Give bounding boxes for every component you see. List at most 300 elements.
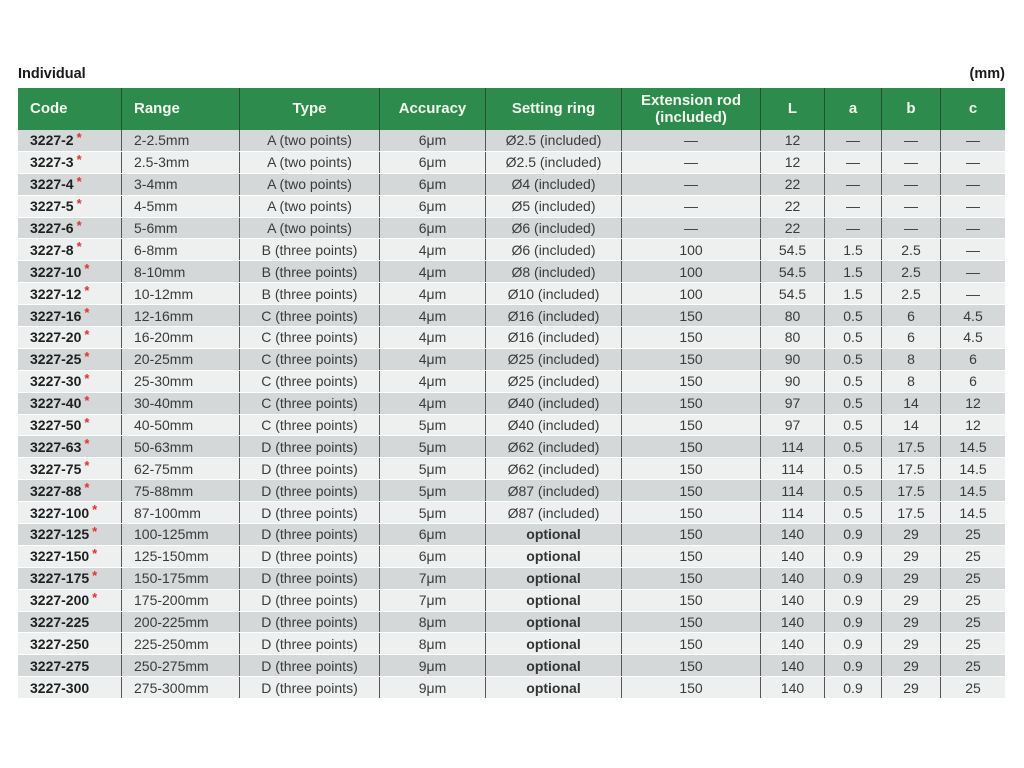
cell-value: 29 [903,548,919,565]
cell-ext [622,349,761,370]
cell-range [122,349,240,370]
cell-value: — [684,198,698,215]
cell-accuracy [380,458,486,479]
product-code: 3227-200 [30,592,90,609]
cell-ext [622,612,761,633]
cell-setting [486,590,622,611]
cell-value: 14.5 [959,504,987,521]
cell-value: — [966,241,980,258]
cell-value: 140 [780,657,805,674]
cell-code [18,655,122,676]
product-code: 3227-25 [30,351,82,368]
cell-range [122,480,240,501]
cell-range [122,590,240,611]
cell-accuracy [380,415,486,436]
cell-a [825,415,882,436]
table-row [18,458,1005,480]
table-row [18,590,1005,612]
cell-ext [622,633,761,654]
cell-value: 12 [784,154,801,171]
cell-setting [486,261,622,282]
cell-range [122,218,240,239]
cell-value: 14.5 [959,482,987,499]
cell-value: 4μm [418,307,447,324]
cell-accuracy [380,633,486,654]
cell-b [882,524,941,545]
cell-value: 4μm [418,373,447,390]
cell-a [825,218,882,239]
cell-setting [486,174,622,195]
cell-type [240,130,380,151]
cell-accuracy [380,130,486,151]
table-row [18,502,1005,524]
cell-a [825,655,882,676]
cell-range [122,239,240,260]
column-header-label: Code [30,100,68,118]
cell-value: Ø25 (included) [507,351,600,368]
cell-c [941,261,1005,282]
cell-code [18,196,122,217]
cell-setting [486,393,622,414]
cell-value: 17.5 [897,460,925,477]
cell-value: 6μm [418,548,447,565]
column-header-code [18,88,122,130]
cell-value: 6 [969,351,977,368]
cell-value: 150 [679,460,703,477]
cell-value: 9μm [418,657,447,674]
cell-value: 150 [679,504,703,521]
cell-value: Ø16 (included) [507,329,600,346]
cell-type [240,480,380,501]
cell-value: 150 [679,548,703,565]
cell-value: 1.5 [843,241,863,258]
cell-value: 0.5 [843,395,863,412]
product-code: 3227-175 [30,570,90,587]
cell-value: Ø2.5 (included) [505,154,602,171]
product-code: 3227-63 [30,438,82,455]
cell-value: 7μm [418,570,447,587]
cell-value: 0.5 [843,417,863,434]
cell-value: 2.5 [901,241,921,258]
cell-value: 5μm [418,417,447,434]
table-row [18,130,1005,152]
cell-value: 29 [903,614,919,631]
asterisk-marker: * [84,348,90,364]
cell-accuracy [380,218,486,239]
product-code: 3227-2 [30,132,74,149]
column-header-label: L [787,100,798,118]
cell-value: 0.5 [843,307,863,324]
cell-value: 54.5 [778,263,807,280]
cell-setting [486,371,622,392]
table-row [18,415,1005,437]
cell-value: 12 [965,395,981,412]
cell-ext [622,371,761,392]
cell-value: 75-88mm [134,482,194,499]
asterisk-marker: * [84,414,90,430]
cell-accuracy [380,371,486,392]
cell-c [941,152,1005,173]
cell-value: 14 [903,417,919,434]
cell-value: 40-50mm [134,417,194,434]
cell-accuracy [380,327,486,348]
table-header-row [18,88,1005,130]
asterisk-marker: * [92,589,98,605]
cell-value: — [904,132,918,149]
cell-type [240,174,380,195]
cell-value: 8μm [418,614,447,631]
cell-value: 175-200mm [134,592,209,609]
cell-value: — [966,132,980,149]
cell-setting [486,524,622,545]
cell-c [941,458,1005,479]
cell-value: 100 [679,241,703,258]
cell-value: 17.5 [897,504,925,521]
cell-accuracy [380,174,486,195]
cell-value: 0.5 [843,351,863,368]
cell-value: — [904,220,918,236]
cell-value: 4μm [418,263,447,280]
cell-b [882,612,941,633]
cell-value: 50-63mm [134,438,194,455]
cell-accuracy [380,480,486,501]
asterisk-marker: * [92,502,98,518]
cell-value: B (three points) [261,263,358,280]
cell-value: 22 [784,176,801,193]
cell-value: optional [526,592,581,609]
asterisk-marker: * [84,370,90,386]
cell-a [825,436,882,457]
cell-a [825,371,882,392]
product-code: 3227-3 [30,154,74,171]
cell-value: 0.5 [843,373,863,390]
cell-a [825,480,882,501]
cell-type [240,283,380,304]
cell-value: 5-6mm [134,220,178,236]
cell-value: C (three points) [261,329,358,346]
cell-ext [622,568,761,589]
cell-ext [622,436,761,457]
cell-ext [622,218,761,239]
column-header-type [240,88,380,130]
cell-type [240,546,380,567]
cell-l [761,218,825,239]
cell-l [761,239,825,260]
cell-value: optional [526,657,581,674]
cell-value: C (three points) [261,417,358,434]
cell-type [240,458,380,479]
cell-code [18,546,122,567]
cell-code [18,458,122,479]
asterisk-marker: * [84,458,90,474]
cell-c [941,327,1005,348]
cell-value: 0.9 [843,592,863,609]
product-code: 3227-275 [30,657,90,674]
cell-value: 150 [679,614,703,631]
cell-ext [622,415,761,436]
cell-c [941,196,1005,217]
cell-accuracy [380,349,486,370]
cell-accuracy [380,502,486,523]
cell-value: D (three points) [261,614,358,631]
table-row [18,436,1005,458]
cell-value: 0.5 [843,460,863,477]
cell-value: 150 [679,351,703,368]
cell-accuracy [380,677,486,698]
column-header-accuracy [380,88,486,130]
asterisk-marker: * [84,436,90,452]
cell-setting [486,568,622,589]
cell-code [18,590,122,611]
product-code: 3227-4 [30,176,74,193]
cell-ext [622,305,761,326]
cell-l [761,130,825,151]
cell-b [882,196,941,217]
cell-l [761,502,825,523]
cell-setting [486,349,622,370]
cell-ext [622,590,761,611]
cell-value: 225-250mm [134,635,209,652]
table-row [18,677,1005,699]
cell-value: — [904,198,918,215]
cell-value: 0.9 [843,570,863,587]
table-row [18,349,1005,371]
cell-value: 7μm [418,592,447,609]
cell-value: 150 [679,482,703,499]
cell-value: 14 [903,395,919,412]
cell-setting [486,436,622,457]
cell-ext [622,546,761,567]
cell-a [825,677,882,698]
cell-ext [622,393,761,414]
table-row [18,612,1005,634]
cell-range [122,305,240,326]
cell-setting [486,239,622,260]
table-row [18,239,1005,261]
cell-l [761,612,825,633]
cell-value: B (three points) [261,241,358,258]
cell-accuracy [380,436,486,457]
cell-value: C (three points) [261,373,358,390]
cell-value: 87-100mm [134,504,201,521]
cell-range [122,327,240,348]
table-row [18,283,1005,305]
cell-value: optional [526,526,581,543]
cell-value: Ø25 (included) [507,373,600,390]
cell-a [825,524,882,545]
cell-b [882,590,941,611]
cell-c [941,174,1005,195]
cell-a [825,393,882,414]
cell-range [122,524,240,545]
cell-value: 8 [907,351,915,368]
cell-value: 140 [780,592,805,609]
column-header-l [761,88,825,130]
cell-type [240,239,380,260]
cell-ext [622,174,761,195]
cell-code [18,415,122,436]
cell-l [761,633,825,654]
cell-range [122,283,240,304]
cell-range [122,415,240,436]
cell-value: 97 [784,417,801,434]
cell-value: Ø4 (included) [511,176,596,193]
asterisk-marker: * [92,545,98,561]
cell-value: — [846,220,860,236]
cell-type [240,218,380,239]
cell-value: — [684,154,698,171]
cell-setting [486,633,622,654]
cell-value: 6-8mm [134,241,178,258]
column-header-extension-rod [622,88,761,130]
cell-setting [486,283,622,304]
cell-accuracy [380,305,486,326]
cell-value: 2.5 [901,263,921,280]
cell-c [941,218,1005,239]
cell-value: — [684,176,698,193]
cell-value: 2.5 [901,285,921,302]
cell-value: Ø6 (included) [511,241,596,258]
column-header-label: Range [134,100,180,118]
cell-range [122,393,240,414]
cell-accuracy [380,393,486,414]
cell-accuracy [380,239,486,260]
cell-ext [622,130,761,151]
column-header-label: Extension rod [640,91,741,109]
cell-value: 140 [780,526,805,543]
cell-value: 97 [784,395,801,412]
cell-range [122,371,240,392]
cell-value: 4.5 [963,329,983,346]
cell-value: Ø87 (included) [507,504,600,521]
cell-l [761,196,825,217]
cell-c [941,371,1005,392]
cell-a [825,283,882,304]
product-code: 3227-30 [30,373,82,390]
cell-type [240,612,380,633]
asterisk-marker: * [76,173,82,189]
cell-code [18,174,122,195]
product-code: 3227-20 [30,329,82,346]
cell-code [18,612,122,633]
product-code: 3227-6 [30,220,74,236]
cell-value: Ø40 (included) [507,417,600,434]
cell-range [122,436,240,457]
cell-code [18,371,122,392]
cell-value: 5μm [418,482,447,499]
cell-value: 29 [903,635,919,652]
cell-value: — [684,220,698,236]
cell-value: 114 [781,438,804,455]
spec-table [18,88,1005,699]
cell-type [240,633,380,654]
cell-a [825,239,882,260]
cell-a [825,196,882,217]
cell-value: 29 [903,657,919,674]
cell-accuracy [380,546,486,567]
cell-a [825,349,882,370]
cell-value: — [966,176,980,193]
cell-range [122,261,240,282]
cell-value: — [684,132,698,149]
cell-value: 54.5 [778,241,807,258]
cell-value: 25-30mm [134,373,194,390]
cell-c [941,283,1005,304]
cell-value: 150 [679,307,703,324]
cell-value: 14.5 [959,438,987,455]
cell-l [761,568,825,589]
cell-ext [622,502,761,523]
column-header-label: a [848,100,858,118]
cell-l [761,524,825,545]
cell-value: 114 [781,504,804,521]
cell-a [825,130,882,151]
cell-value: 0.5 [843,438,863,455]
cell-ext [622,239,761,260]
cell-a [825,612,882,633]
cell-value: 30-40mm [134,395,194,412]
cell-range [122,196,240,217]
cell-value: 114 [781,482,804,499]
cell-code [18,305,122,326]
cell-value: 150 [679,373,703,390]
cell-c [941,436,1005,457]
cell-setting [486,655,622,676]
cell-value: 8μm [418,635,447,652]
cell-value: 140 [780,679,805,696]
cell-value: 125-150mm [134,548,209,565]
cell-ext [622,458,761,479]
cell-a [825,568,882,589]
cell-value: optional [526,614,581,631]
cell-value: C (three points) [261,307,358,324]
cell-code [18,261,122,282]
cell-b [882,502,941,523]
cell-value: 4μm [418,351,447,368]
cell-l [761,349,825,370]
cell-value: 54.5 [778,285,807,302]
cell-value: 0.9 [843,614,863,631]
cell-b [882,283,941,304]
cell-c [941,677,1005,698]
cell-ext [622,196,761,217]
cell-value: D (three points) [261,438,358,455]
cell-accuracy [380,261,486,282]
table-row [18,174,1005,196]
cell-setting [486,458,622,479]
cell-range [122,174,240,195]
cell-value: Ø40 (included) [507,395,600,412]
cell-value: 275-300mm [134,679,209,696]
cell-value: 0.9 [843,679,863,696]
cell-value: Ø6 (included) [511,220,596,236]
cell-a [825,261,882,282]
product-code: 3227-10 [30,263,82,280]
cell-type [240,393,380,414]
cell-a [825,458,882,479]
cell-value: 5μm [418,438,447,455]
cell-range [122,612,240,633]
cell-type [240,327,380,348]
cell-c [941,393,1005,414]
column-header-label: b [906,100,916,118]
cell-c [941,349,1005,370]
cell-value: 0.5 [843,482,863,499]
cell-value: optional [526,679,581,696]
cell-value: 25 [965,570,981,587]
cell-code [18,436,122,457]
cell-value: 0.9 [843,635,863,652]
